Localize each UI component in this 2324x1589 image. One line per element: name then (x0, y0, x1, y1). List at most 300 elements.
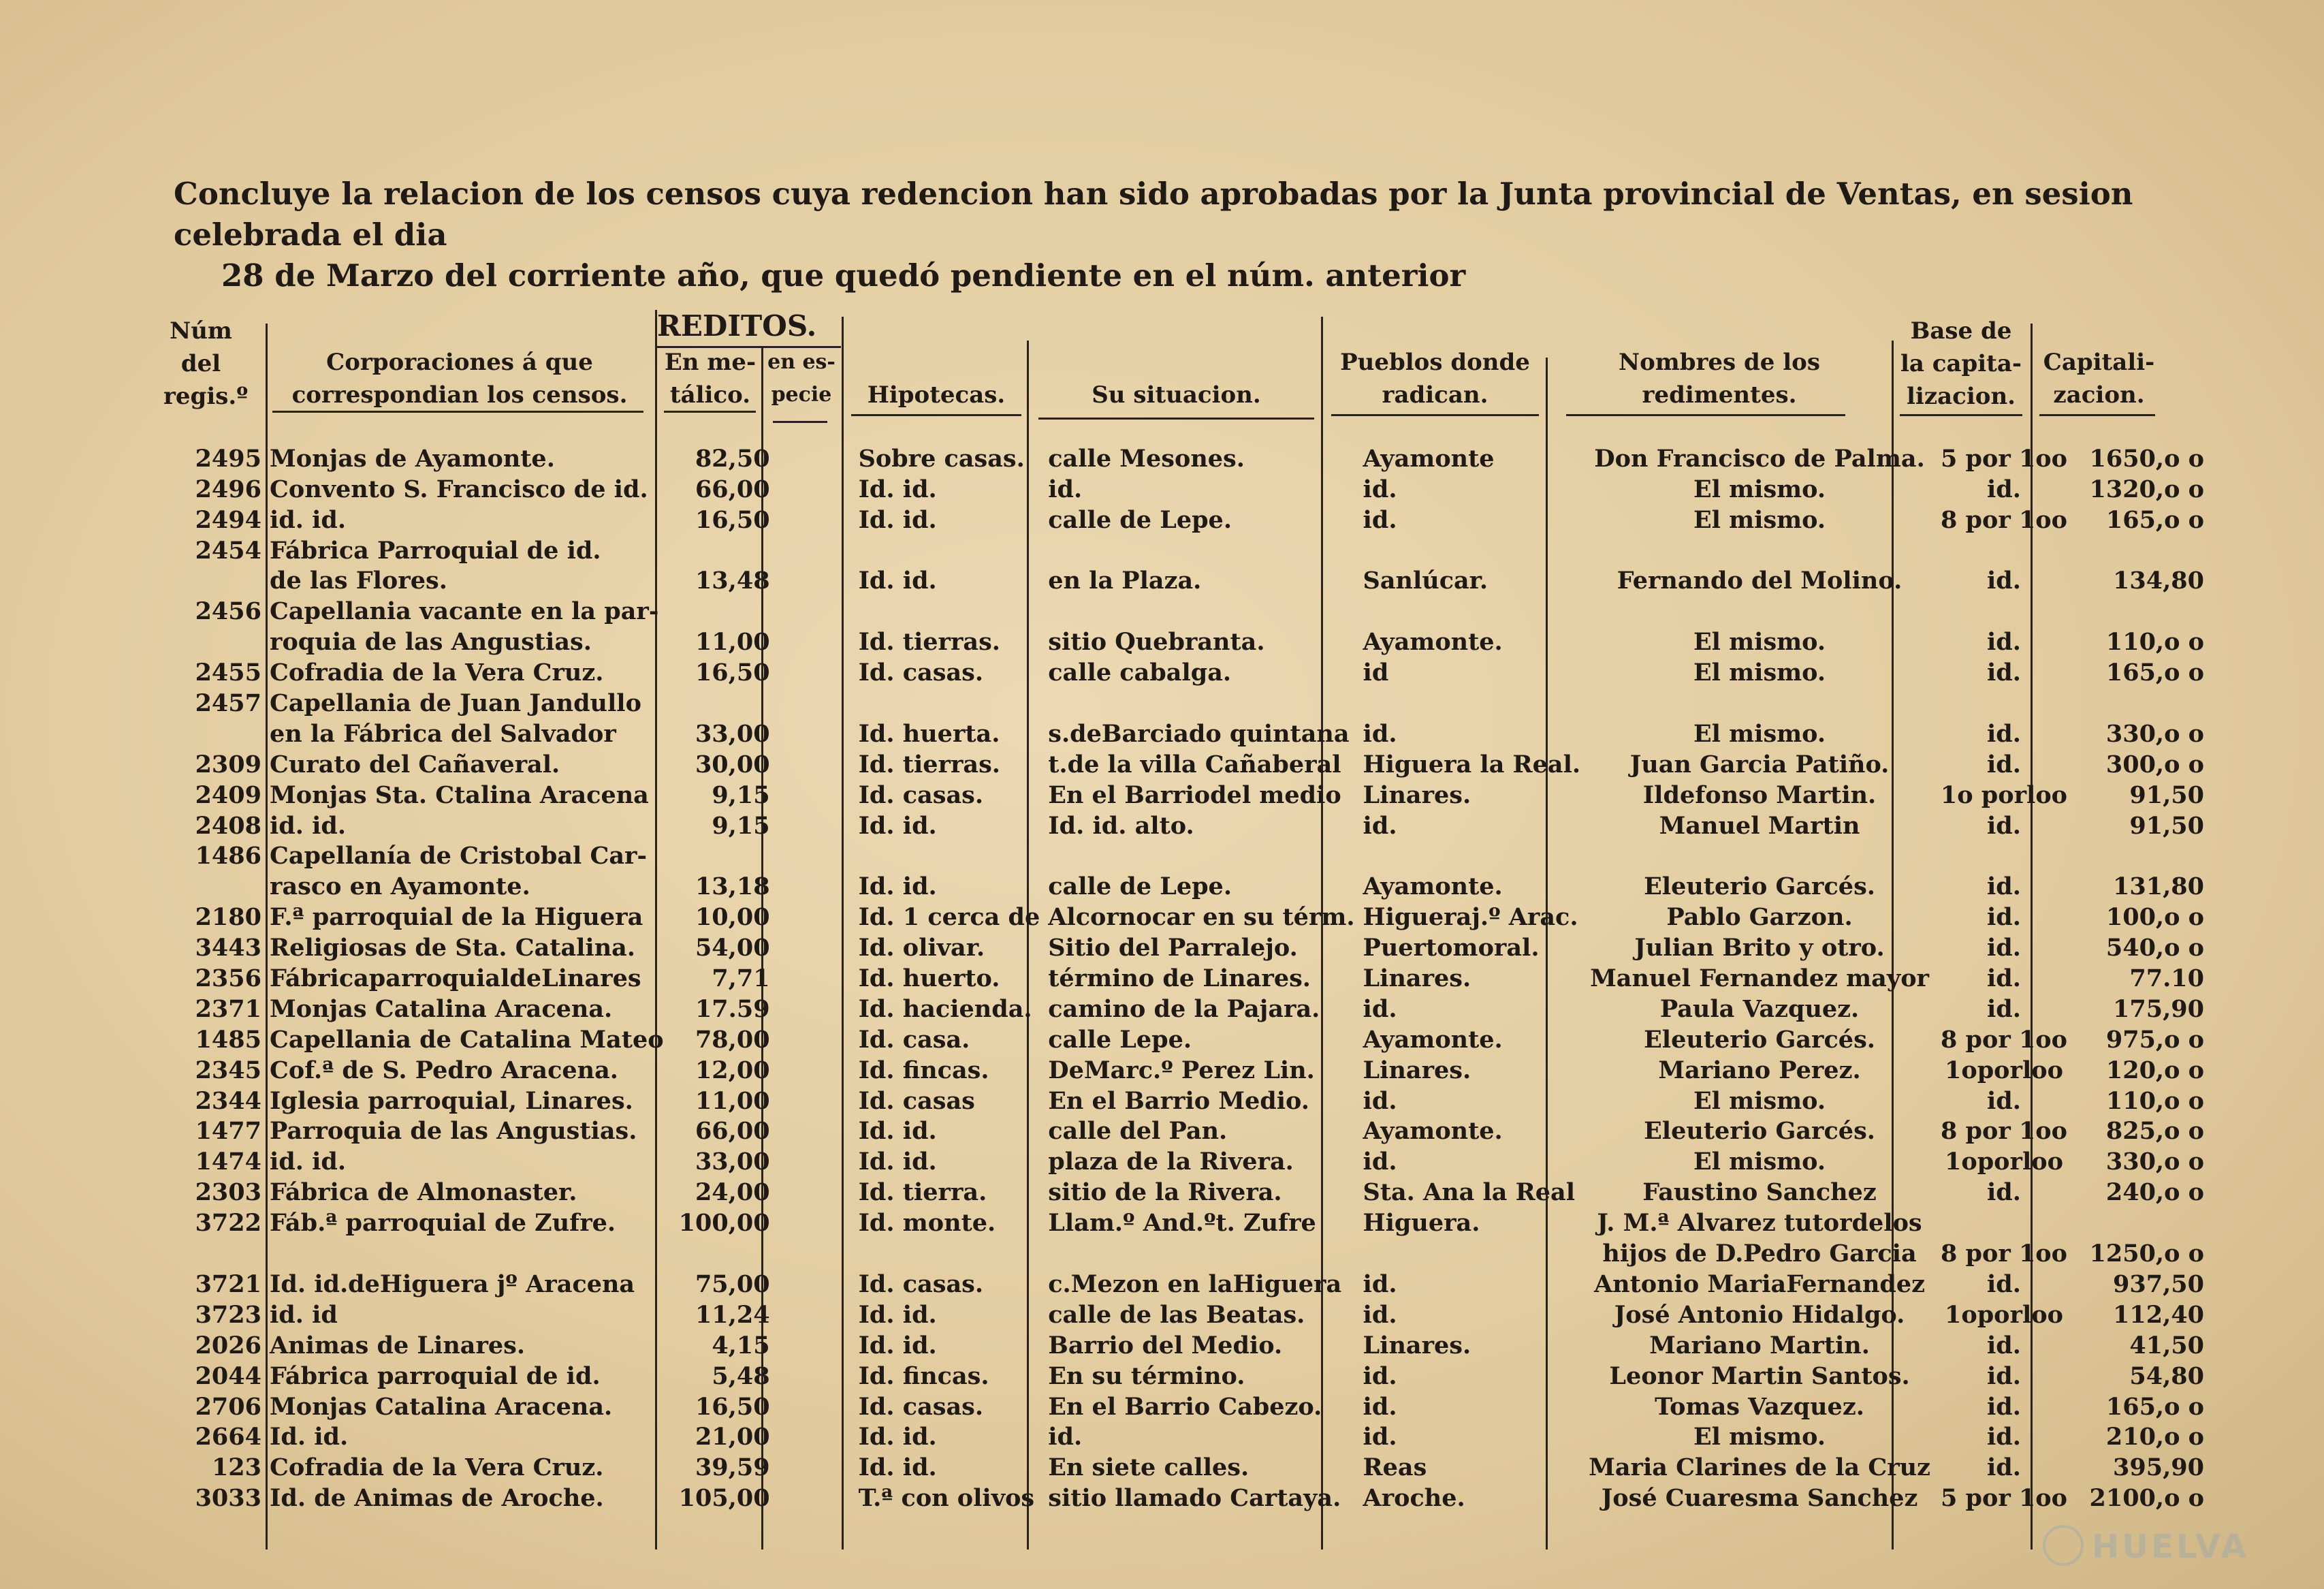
reditos-especie-cell (774, 718, 855, 749)
capitalizacion-cell (2073, 687, 2208, 718)
header-corporaciones: Corporaciones á que correspondian los censos. (291, 349, 628, 409)
header-rule (1038, 418, 1314, 420)
situacion-cell: En siete calles. (1048, 1453, 1249, 1482)
table-row (163, 718, 2208, 749)
hipoteca-cell (855, 1238, 1045, 1268)
table-row (163, 1116, 2208, 1146)
capitalizacion-cell: 2100,o o (2089, 1484, 2204, 1513)
capitalizacion-cell: 1320,o o (2089, 475, 2204, 503)
capitalizacion-cell (2073, 535, 2208, 565)
hipoteca-cell: Id. casas. (858, 1392, 984, 1421)
table-row (163, 840, 2208, 871)
hipoteca-cell: Id. id. (858, 475, 937, 503)
reditos-metalico-cell: 4,15 (712, 1331, 770, 1359)
situacion-cell: Id. id. alto. (1048, 811, 1194, 840)
corporacion-cell (266, 1238, 668, 1268)
situacion-cell (1044, 535, 1358, 565)
reditos-especie-cell (774, 657, 855, 687)
watermark-text: HUELVA (2092, 1528, 2249, 1566)
situacion-cell (1044, 687, 1358, 718)
situacion-cell: plaza de la Rivera. (1048, 1148, 1294, 1176)
capitalizacion-cell: 100,o o (2105, 903, 2204, 932)
redimente-cell: El mismo. (1693, 505, 1826, 534)
hipoteca-cell: Id. huerto. (858, 964, 1000, 993)
base-capitalizacion-cell: id. (1987, 1270, 2021, 1298)
hipoteca-cell: Id. olivar. (858, 934, 985, 962)
capitalizacion-cell: 1250,o o (2089, 1240, 2204, 1268)
reditos-especie-cell (774, 535, 855, 565)
reditos-metalico-cell: 16,50 (695, 1392, 770, 1421)
situacion-cell (1044, 1238, 1358, 1268)
reditos-metalico-cell: 24,00 (695, 1178, 770, 1207)
pueblo-cell: Higueraj.º Arac. (1363, 903, 1578, 932)
redimente-cell: Eleuterio Garcés. (1644, 872, 1875, 901)
reditos-metalico-cell: 11,00 (695, 628, 770, 657)
base-capitalizacion-cell: id. (1987, 567, 2021, 595)
corporacion-cell: Monjas Sta. Ctalina Aracena (270, 781, 649, 809)
redimente-cell: El mismo. (1693, 659, 1826, 687)
hipoteca-cell: Id. id. (858, 1331, 937, 1359)
capitalizacion-cell: 395,90 (2113, 1453, 2204, 1482)
reditos-especie-cell (774, 901, 855, 932)
register-number-cell: 2495 (195, 444, 261, 473)
corporacion-cell: Cofradia de la Vera Cruz. (270, 659, 604, 687)
corporacion-cell: Capellanía de Cristobal Car- (270, 842, 648, 870)
corporacion-cell: en la Fábrica del Salvador (270, 719, 616, 748)
table-row (163, 595, 2208, 626)
register-number-cell: 3723 (195, 1300, 261, 1329)
base-capitalizacion-cell: 1oporloo (1945, 1300, 2063, 1329)
situacion-cell: Sitio del Parralejo. (1048, 934, 1298, 962)
register-number-cell: 3033 (195, 1484, 261, 1513)
capitalizacion-cell (2073, 595, 2208, 626)
redimente-cell: José Cuaresma Sanchez (1601, 1484, 1918, 1513)
redimente-cell: Antonio MariaFernandez (1594, 1270, 1926, 1298)
situacion-cell: En el Barrio Medio. (1048, 1086, 1309, 1115)
reditos-especie-cell (774, 504, 855, 535)
capitalizacion-cell: 240,o o (2105, 1178, 2204, 1207)
reditos-especie-cell (774, 810, 855, 840)
hipoteca-cell (855, 535, 1045, 565)
register-number-cell: 2026 (195, 1331, 261, 1359)
pueblo-cell: id. (1363, 475, 1397, 503)
register-number-cell: 2303 (195, 1178, 261, 1207)
base-capitalizacion-cell: id. (1987, 1331, 2021, 1359)
reditos-metalico-cell: 39,59 (695, 1453, 770, 1482)
pueblo-cell (1359, 1238, 1585, 1268)
reditos-metalico-cell: 11,00 (695, 1086, 770, 1115)
corporacion-cell: id. id. (270, 811, 347, 840)
situacion-cell: calle del Pan. (1048, 1117, 1228, 1146)
hipoteca-cell (855, 595, 1045, 626)
base-capitalizacion-cell: id. (1987, 1453, 2021, 1482)
register-number-cell: 2496 (195, 475, 261, 503)
corporacion-cell: Capellania de Juan Jandullo (270, 689, 641, 718)
register-number-cell: 3443 (195, 934, 261, 962)
header-nombres: Nombres de los redimentes. (1618, 349, 1820, 409)
table-row (163, 565, 2208, 596)
hipoteca-cell: Id. tierras. (858, 750, 1000, 778)
reditos-metalico-cell: 11,24 (695, 1300, 770, 1329)
reditos-especie-cell (774, 1176, 855, 1207)
pueblo-cell: id. (1363, 1362, 1397, 1390)
hipoteca-cell: Id. id. (858, 1423, 937, 1451)
pueblo-cell: Ayamonte (1363, 444, 1495, 473)
reditos-especie-cell (774, 626, 855, 657)
corporacion-cell: Fábrica parroquial de id. (270, 1362, 601, 1390)
situacion-cell: id. (1048, 475, 1083, 503)
register-number-cell: 1477 (195, 1117, 261, 1146)
header-base: Base de la capita- lizacion. (1900, 317, 2022, 410)
reditos-metalico-cell: 16,50 (695, 659, 770, 687)
redimente-cell: Don Francisco de Palma. (1594, 444, 1925, 473)
header-num: Núm del regis.º (163, 317, 249, 410)
redimente-cell: El mismo. (1693, 1148, 1826, 1176)
pueblo-cell: id. (1363, 1148, 1397, 1176)
header-rule (272, 411, 643, 413)
reditos-metalico-cell: 9,15 (712, 781, 770, 809)
redimente-cell: Fernando del Molino. (1617, 567, 1903, 595)
hipoteca-cell: Id. fincas. (858, 1362, 989, 1390)
base-capitalizacion-cell: id. (1987, 1362, 2021, 1390)
hipoteca-cell: T.ª con olivos (858, 1484, 1035, 1513)
corporacion-cell: id. id (270, 1300, 338, 1329)
register-number-cell: 2309 (195, 750, 261, 778)
redimente-cell: Ildefonso Martin. (1642, 781, 1877, 809)
pueblo-cell (1359, 595, 1585, 626)
base-capitalizacion-cell (1935, 1207, 2073, 1238)
header-rule (1331, 414, 1539, 416)
table-row (163, 932, 2208, 962)
corporacion-cell: Curato del Cañaveral. (270, 750, 560, 778)
table-row (163, 749, 2208, 779)
reditos-metalico-cell (668, 595, 774, 626)
redimente-cell: El mismo. (1693, 1423, 1826, 1451)
situacion-cell: En su término. (1048, 1362, 1245, 1390)
redimente-cell: Julian Brito y otro. (1634, 934, 1885, 962)
register-number-cell: 1474 (195, 1148, 261, 1176)
register-number-cell: 3721 (195, 1270, 261, 1298)
register-number-cell: 2408 (195, 811, 261, 840)
hipoteca-cell: Id. monte. (858, 1209, 996, 1238)
hipoteca-cell (855, 687, 1045, 718)
redimente-cell: Leonor Martin Santos. (1609, 1362, 1910, 1390)
situacion-cell (1044, 595, 1358, 626)
register-number-cell: 2454 (195, 536, 261, 565)
reditos-metalico-cell: 33,00 (695, 719, 770, 748)
pueblo-cell: id. (1363, 1392, 1397, 1421)
capitalizacion-cell: 77.10 (2129, 964, 2204, 993)
situacion-cell: sitio Quebranta. (1048, 628, 1265, 657)
redimente-cell: Mariano Perez. (1658, 1056, 1861, 1084)
situacion-cell: Llam.º And.ºt. Zufre (1048, 1209, 1316, 1238)
pueblo-cell: Higuera. (1363, 1209, 1480, 1238)
situacion-cell: en la Plaza. (1048, 567, 1202, 595)
corporacion-cell: id. id. (270, 1148, 347, 1176)
redimente-cell: Faustino Sanchez (1642, 1178, 1877, 1207)
pueblo-cell: Ayamonte. (1363, 628, 1503, 657)
reditos-especie-cell (774, 1482, 855, 1513)
reditos-especie-cell (774, 1391, 855, 1421)
reditos-especie-cell (774, 1421, 855, 1452)
hipoteca-cell: Sobre casas. (858, 444, 1025, 473)
reditos-especie-cell (774, 1238, 855, 1268)
capitalizacion-cell: 41,50 (2129, 1331, 2204, 1359)
redimente-cell: Manuel Martin (1659, 811, 1860, 840)
table-row (163, 779, 2208, 810)
base-capitalizacion-cell (1935, 687, 2073, 718)
capitalizacion-cell: 330,o o (2105, 719, 2204, 748)
redimente-cell (1585, 687, 1935, 718)
base-capitalizacion-cell: 1oporloo (1945, 1148, 2063, 1176)
corporacion-cell: Monjas Catalina Aracena. (270, 1392, 613, 1421)
redimente-cell: Manuel Fernandez mayor (1590, 964, 1929, 993)
base-capitalizacion-cell: 8 por 1oo (1940, 505, 2067, 534)
header-rule (1900, 414, 2022, 416)
reditos-especie-cell (774, 565, 855, 596)
reditos-especie-cell (774, 779, 855, 810)
corporacion-cell: Animas de Linares. (270, 1331, 526, 1359)
corporacion-cell: Id. id.deHiguera jº Aracena (270, 1270, 635, 1298)
redimente-cell: José Antonio Hidalgo. (1614, 1300, 1905, 1329)
situacion-cell: c.Mezon en laHiguera (1048, 1270, 1342, 1298)
corporacion-cell: FábricaparroquialdeLinares (270, 964, 641, 993)
hipoteca-cell: Id. tierra. (858, 1178, 987, 1207)
title-line-1: Concluye la relacion de los censos cuya redencion han sido aprobadas por la Junta provincial de Ventas, en sesion celebrada el dia (174, 176, 2133, 253)
base-capitalizacion-cell: id. (1987, 1392, 2021, 1421)
census-table (163, 443, 2208, 1513)
header-capitalizacion: Capitali- zacion. (2043, 349, 2155, 409)
corporacion-cell: Cofradia de la Vera Cruz. (270, 1453, 604, 1482)
header-rule (1566, 414, 1845, 416)
redimente-cell: Maria Clarines de la Cruz (1589, 1453, 1930, 1482)
register-number-cell: 2494 (195, 505, 261, 534)
register-number-cell: 1486 (195, 842, 261, 870)
capitalizacion-cell: 540,o o (2105, 934, 2204, 962)
table-row (163, 1451, 2208, 1482)
base-capitalizacion-cell: 1o porloo (1940, 781, 2068, 809)
reditos-metalico-cell (668, 687, 774, 718)
table-row (163, 1391, 2208, 1421)
situacion-cell: calle cabalga. (1048, 659, 1232, 687)
hipoteca-cell: Id. casas. (858, 781, 984, 809)
redimente-cell (1585, 535, 1935, 565)
corporacion-cell: Monjas Catalina Aracena. (270, 994, 613, 1023)
redimente-cell: El mismo. (1693, 628, 1826, 657)
base-capitalizacion-cell (1935, 535, 2073, 565)
redimente-cell: Paula Vazquez. (1659, 994, 1860, 1023)
table-row (163, 687, 2208, 718)
table-row (163, 1176, 2208, 1207)
redimente-cell: Pablo Garzon. (1666, 903, 1853, 932)
pueblo-cell: id. (1363, 994, 1397, 1023)
reditos-metalico-cell: 16,50 (695, 505, 770, 534)
capitalizacion-cell: 165,o o (2105, 505, 2204, 534)
corporacion-cell: id. id. (270, 505, 347, 534)
hipoteca-cell: Id. casas. (858, 659, 984, 687)
base-capitalizacion-cell: 5 por 1oo (1940, 1484, 2067, 1513)
reditos-metalico-cell: 9,15 (712, 811, 770, 840)
reditos-especie-cell (774, 932, 855, 962)
situacion-cell: En el Barrio Cabezo. (1048, 1392, 1322, 1421)
redimente-cell (1585, 595, 1935, 626)
redimente-cell: hijos de D.Pedro Garcia (1602, 1240, 1917, 1268)
capitalizacion-cell: 210,o o (2105, 1423, 2204, 1451)
header-hipotecas: Hipotecas. (867, 381, 1006, 409)
reditos-especie-cell (774, 1330, 855, 1360)
base-capitalizacion-cell: id. (1987, 475, 2021, 503)
capitalizacion-cell: 975,o o (2105, 1025, 2204, 1054)
reditos-especie-cell (774, 687, 855, 718)
situacion-cell: calle de Lepe. (1048, 872, 1232, 901)
reditos-metalico-cell: 100,00 (678, 1209, 770, 1238)
title-line-2: 28 de Marzo del corriente año, que quedó pendiente en el núm. anterior (221, 257, 1466, 294)
reditos-metalico-cell: 82,50 (695, 444, 770, 473)
register-number-cell: 2409 (195, 781, 261, 809)
reditos-especie-cell (774, 840, 855, 871)
archive-watermark (2043, 1522, 2267, 1570)
register-number-cell: 2356 (195, 964, 261, 993)
capitalizacion-cell: 937,50 (2113, 1270, 2204, 1298)
capitalizacion-cell: 165,o o (2105, 659, 2204, 687)
register-number-cell: 2344 (195, 1086, 261, 1115)
base-capitalizacion-cell: id. (1987, 628, 2021, 657)
hipoteca-cell (855, 840, 1045, 871)
capitalizacion-cell: 330,o o (2105, 1148, 2204, 1176)
hipoteca-cell: Id. tierras. (858, 628, 1000, 657)
hipoteca-cell: Id. hacienda. (858, 994, 1032, 1023)
seal-icon (2043, 1525, 2084, 1566)
pueblo-cell: Ayamonte. (1363, 1117, 1503, 1146)
table-row (163, 870, 2208, 901)
capitalizacion-cell: 165,o o (2105, 1392, 2204, 1421)
corporacion-cell: Convento S. Francisco de id. (270, 475, 648, 503)
corporacion-cell: F.ª parroquial de la Higuera (270, 903, 643, 932)
reditos-metalico-cell: 7,71 (712, 964, 770, 993)
reditos-especie-cell (774, 1146, 855, 1176)
corporacion-cell: Monjas de Ayamonte. (270, 444, 555, 473)
table-row (163, 1299, 2208, 1330)
reditos-metalico-cell (668, 840, 774, 871)
table-row (163, 1024, 2208, 1054)
situacion-cell: calle Mesones. (1048, 444, 1245, 473)
capitalizacion-cell: 91,50 (2129, 781, 2204, 809)
hipoteca-cell: Id. 1 cerca de (858, 903, 1040, 932)
reditos-especie-cell (774, 595, 855, 626)
pueblo-cell: id. (1363, 811, 1397, 840)
table-row (163, 443, 2208, 473)
capitalizacion-cell (2073, 840, 2208, 871)
table-row (163, 535, 2208, 565)
situacion-cell: calle de las Beatas. (1048, 1300, 1305, 1329)
corporacion-cell: roquia de las Angustias. (270, 628, 592, 657)
corporacion-cell: Fábrica Parroquial de id. (270, 536, 601, 565)
header-rule (851, 414, 1021, 416)
situacion-cell: camino de la Pajara. (1048, 994, 1320, 1023)
table-row (163, 1207, 2208, 1238)
reditos-especie-cell (774, 1085, 855, 1116)
hipoteca-cell: Id. id. (858, 1453, 937, 1482)
pueblo-cell: Sta. Ana la Real (1363, 1178, 1575, 1207)
base-capitalizacion-cell: 8 por 1oo (1940, 1240, 2067, 1268)
redimente-cell (1585, 840, 1935, 871)
table-row (163, 1238, 2208, 1268)
situacion-cell: sitio de la Rivera. (1048, 1178, 1282, 1207)
pueblo-cell: Linares. (1363, 1331, 1471, 1359)
capitalizacion-cell: 110,o o (2105, 628, 2204, 657)
register-number-cell (163, 1238, 266, 1268)
register-number-cell: 2455 (195, 659, 261, 687)
register-number-cell: 123 (211, 1453, 261, 1482)
reditos-metalico-cell: 66,00 (695, 475, 770, 503)
base-capitalizacion-cell: id. (1987, 964, 2021, 993)
capitalizacion-cell: 112,40 (2113, 1300, 2204, 1329)
situacion-cell: calle Lepe. (1048, 1025, 1192, 1054)
capitalizacion-cell (2073, 1207, 2208, 1238)
reditos-metalico-cell: 5,48 (712, 1362, 770, 1390)
corporacion-cell: Iglesia parroquial, Linares. (270, 1086, 633, 1115)
redimente-cell: El mismo. (1693, 1086, 1826, 1115)
pueblo-cell: Linares. (1363, 781, 1471, 809)
table-row (163, 962, 2208, 993)
reditos-metalico-cell: 105,00 (678, 1484, 770, 1513)
base-capitalizacion-cell: id. (1987, 719, 2021, 748)
reditos-especie-cell (774, 1268, 855, 1299)
hipoteca-cell: Id. id. (858, 1300, 937, 1329)
capitalizacion-cell: 91,50 (2129, 811, 2204, 840)
hipoteca-cell: Id. id. (858, 505, 937, 534)
redimente-cell: Eleuterio Garcés. (1644, 1117, 1875, 1146)
table-row (163, 1482, 2208, 1513)
redimente-cell: El mismo. (1693, 475, 1826, 503)
pueblo-cell: Puertomoral. (1363, 934, 1540, 962)
base-capitalizacion-cell: id. (1987, 994, 2021, 1023)
pueblo-cell: Linares. (1363, 964, 1471, 993)
hipoteca-cell: Id. id. (858, 1148, 937, 1176)
table-row (163, 1330, 2208, 1360)
reditos-metalico-cell (668, 1238, 774, 1268)
table-row (163, 1146, 2208, 1176)
reditos-especie-cell (774, 473, 855, 504)
base-capitalizacion-cell (1935, 840, 2073, 871)
hipoteca-cell: Id. id. (858, 567, 937, 595)
capitalizacion-cell: 825,o o (2105, 1117, 2204, 1146)
redimente-cell: El mismo. (1693, 719, 1826, 748)
base-capitalizacion-cell: id. (1987, 1178, 2021, 1207)
reditos-especie-cell (774, 993, 855, 1024)
reditos-metalico-cell: 10,00 (695, 903, 770, 932)
header-rule (664, 411, 756, 413)
base-capitalizacion-cell: 5 por 1oo (1940, 444, 2067, 473)
reditos-especie-cell (774, 1054, 855, 1085)
table-row (163, 1360, 2208, 1391)
reditos-especie-cell (774, 1024, 855, 1054)
redimente-cell: Tomas Vazquez. (1655, 1392, 1864, 1421)
hipoteca-cell: Id. huerta. (858, 719, 1000, 748)
table-row (163, 993, 2208, 1024)
table-row (163, 657, 2208, 687)
base-capitalizacion-cell: id. (1987, 659, 2021, 687)
pueblo-cell: id. (1363, 505, 1397, 534)
redimente-cell: Mariano Martin. (1649, 1331, 1870, 1359)
hipoteca-cell: Id. id. (858, 1117, 937, 1146)
redimente-cell: Eleuterio Garcés. (1644, 1025, 1875, 1054)
reditos-especie-cell (774, 443, 855, 473)
pueblo-cell: id. (1363, 1270, 1397, 1298)
pueblo-cell: id (1363, 659, 1389, 687)
pueblo-cell: Aroche. (1363, 1484, 1465, 1513)
reditos-metalico-cell: 21,00 (695, 1423, 770, 1451)
